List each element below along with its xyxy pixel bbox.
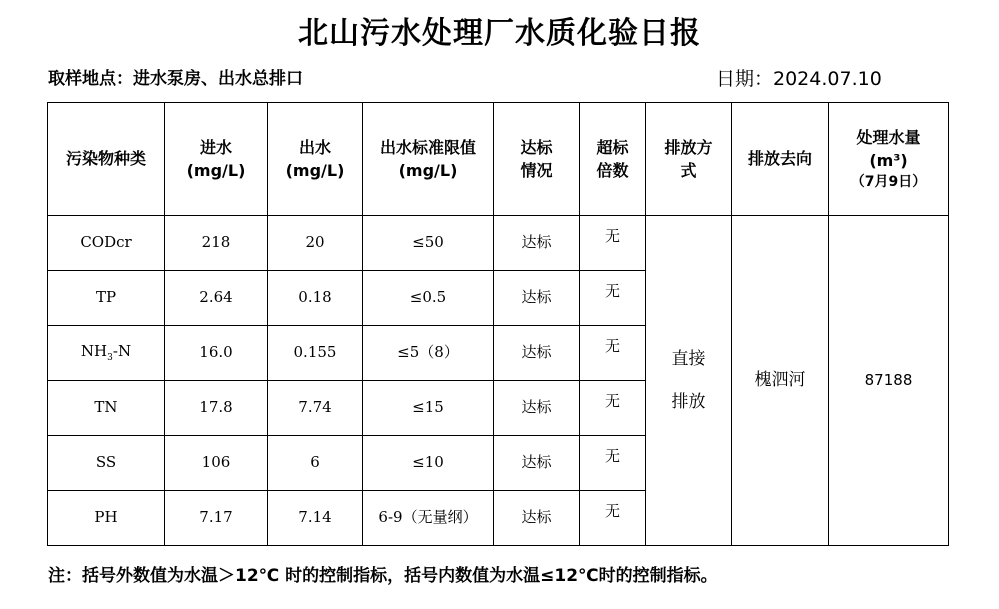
header-compliance: 达标 情况 (494, 103, 580, 216)
header-volume: 处理水量 (m³) （7月9日） (829, 103, 949, 216)
outflow-value: 6 (268, 436, 363, 491)
exceed-value: 无 (580, 381, 646, 436)
compliance-value: 达标 (494, 216, 580, 271)
inflow-value: 218 (165, 216, 268, 271)
inflow-value: 16.0 (165, 326, 268, 381)
limit-value: ≤15 (363, 381, 494, 436)
compliance-value: 达标 (494, 436, 580, 491)
header-discharge-method: 排放方 式 (646, 103, 732, 216)
outflow-value: 0.155 (268, 326, 363, 381)
compliance-value: 达标 (494, 381, 580, 436)
pollutant-name: PH (48, 491, 165, 546)
pollutant-name: TP (48, 271, 165, 326)
pollutant-name: CODcr (48, 216, 165, 271)
table-row (48, 216, 949, 271)
limit-value: 6-9（无量纲） (363, 491, 494, 546)
limit-value: ≤0.5 (363, 271, 494, 326)
pollutant-name: SS (48, 436, 165, 491)
pollutant-name: $NH_3-N$ (48, 326, 165, 381)
report-title: 北山污水处理厂水质化验日报 (298, 16, 701, 51)
exceed-value: 无 (580, 271, 646, 326)
inflow-value: 17.8 (165, 381, 268, 436)
header-limit: 出水标准限值 (mg/L) (363, 103, 494, 216)
header-row (48, 103, 949, 216)
water-quality-table (47, 102, 949, 546)
compliance-value: 达标 (494, 271, 580, 326)
outflow-value: 20 (268, 216, 363, 271)
header-exceed: 超标 倍数 (580, 103, 646, 216)
header-inflow: 进水 (mg/L) (165, 103, 268, 216)
exceed-value: 无 (580, 491, 646, 546)
limit-value: ≤50 (363, 216, 494, 271)
volume-cell: 87188 (829, 216, 949, 546)
inflow-value: 2.64 (165, 271, 268, 326)
header-pollutant: 污染物种类 (48, 103, 165, 216)
inflow-value: 106 (165, 436, 268, 491)
pollutant-name: TN (48, 381, 165, 436)
outflow-value: 0.18 (268, 271, 363, 326)
compliance-value: 达标 (494, 326, 580, 381)
compliance-value: 达标 (494, 491, 580, 546)
exceed-value: 无 (580, 436, 646, 491)
discharge-method-cell: 直接 排放 (646, 216, 732, 546)
header-outflow: 出水 (mg/L) (268, 103, 363, 216)
report-date: 日期：2024.07.10 (716, 68, 882, 90)
footnote: 注：括号外数值为水温＞12℃ 时的控制指标，括号内数值为水温≤12℃时的控制指标。 (48, 566, 718, 586)
outflow-value: 7.14 (268, 491, 363, 546)
exceed-value: 无 (580, 326, 646, 381)
inflow-value: 7.17 (165, 491, 268, 546)
exceed-value: 无 (580, 216, 646, 271)
outflow-value: 7.74 (268, 381, 363, 436)
sampling-location: 取样地点：进水泵房、出水总排口 (48, 69, 303, 89)
discharge-dest-cell: 槐泗河 (732, 216, 829, 546)
limit-value: ≤5（8） (363, 326, 494, 381)
header-discharge-dest: 排放去向 (732, 103, 829, 216)
limit-value: ≤10 (363, 436, 494, 491)
